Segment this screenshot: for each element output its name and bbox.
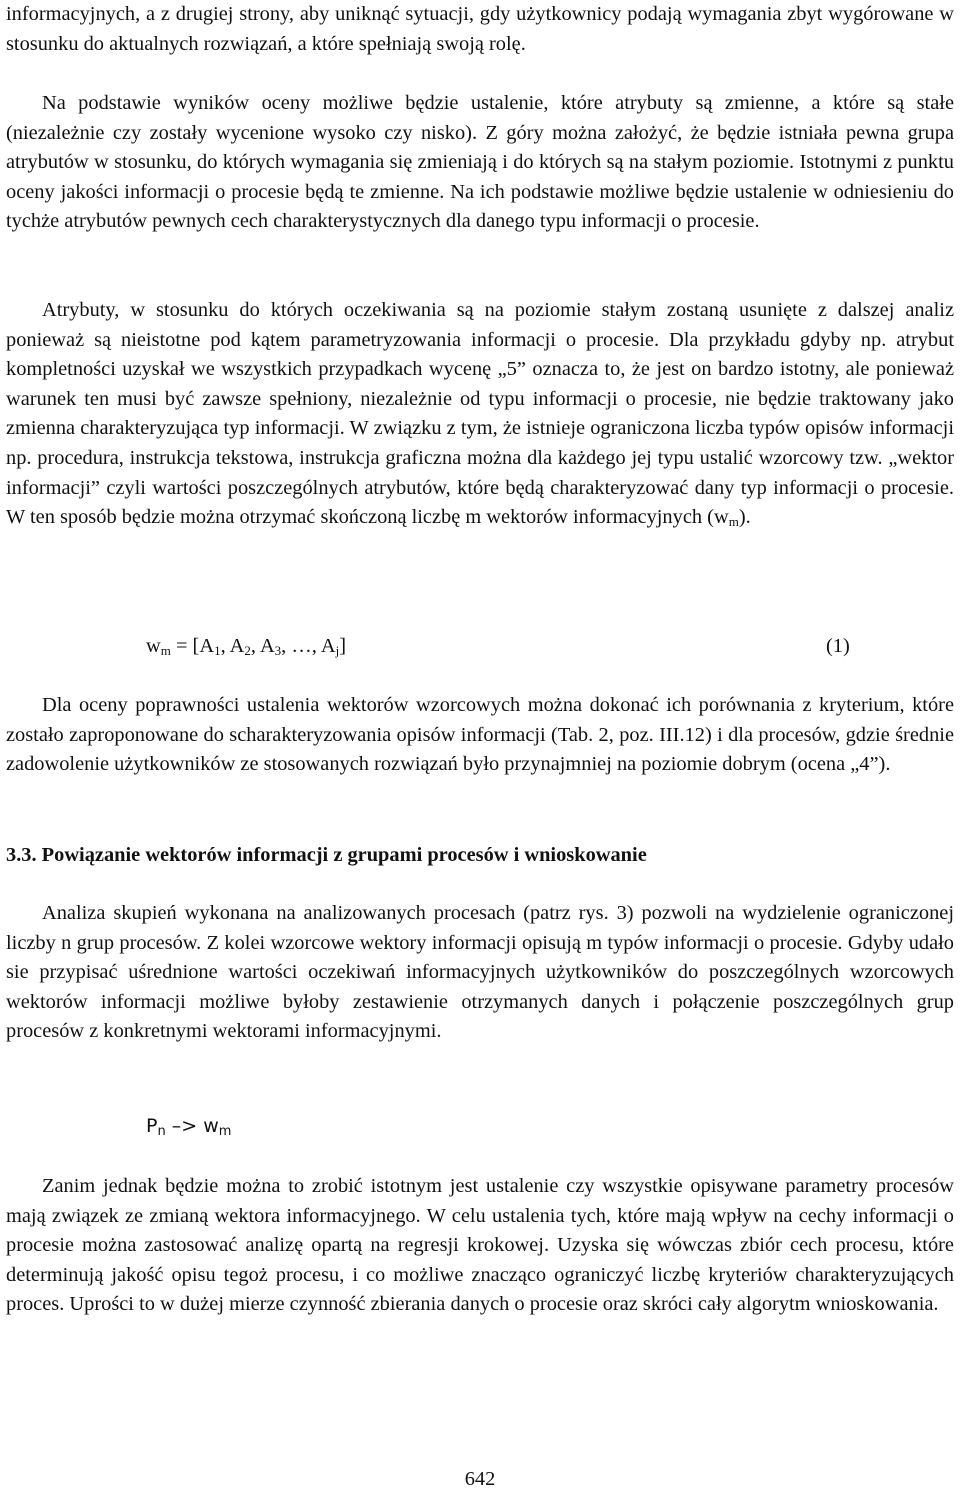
paragraph-2: Na podstawie wyników oceny możliwe będzie ustalenie, które atrybuty są zmienne, a które są stałe (niezależnie czy zostały wycenione wysoko czy nisko). Z góry można założyć, że będzie istniała pewna grupa atrybutów w stosunku, do których wymagania się zmieniają i do których są na stałym poziomie. Istotnymi z punktu oceny jakości informacji o procesie będą te zmienne. Na ich podstawie możliwe będzie ustalenie w odniesieniu do tychże atrybutów pewnych cech charakterystycznych dla danego typu informacji o procesie. [6,92,954,233]
section-heading: 3.3. Powiązanie wektorów informacji z grupami procesów i wnioskowanie [6,844,647,866]
paragraph-5: Analiza skupień wykonana na analizowanych procesach (patrz rys. 3) pozwoli na wydzielenie ograniczonej liczby n grup procesów. Z kolei wzorcowe wektory informacji opisują m typów informacji o procesie. Gdyby udało sie przypisać uśrednione wartości oczekiwań informacyjnych użytkowników do poszczególnych wzorcowych wektorów informacji możliwe byłoby zestawienie otrzymanych danych i połączenie poszczególnych grup procesów z konkretnymi wektorami informacyjnymi. [6,902,954,1043]
page-number: 642 [464,1468,496,1490]
paragraph-4: Dla oceny poprawności ustalenia wektorów wzorcowych można dokonać ich porównania z kryterium, które zostało zaproponowane do scharakteryzowania opisów informacji (Tab. 2, poz. III.12) i dla procesów, gdzie średnie zadowolenie użytkowników ze stosowanych rozwiązań było przynajmniej na poziomie dobrym (ocena „4”). [6,694,954,776]
paragraph-1: informacyjnych, a z drugiej strony, aby uniknąć sytuacji, gdy użytkownicy podają wymagania zbyt wygórowane w stosunku do aktualnych rozwiązań, a które spełniają swoją rolę. [6,3,954,55]
paragraph-6: Zanim jednak będzie można to zrobić istotnym jest ustalenie czy wszystkie opisywane parametry procesów mają związek ze zmianą wektora informacyjnego. W celu ustalenia tych, które mają wpływ na cechy informacji o procesie można zastosować analizę opartą na regresji krokowej. Uzyska się wówczas zbiór cech procesu, które determinują jakość opisu tegoż procesu, i co możliwe znacząco ograniczyć liczbę kryteriów charakteryzujących proces. Uprości to w dużej mierze czynność zbierania danych o procesie oraz skróci cały algorytm wnioskowania. [6,1175,954,1316]
mapping-formula: $P_n -> w_m$ [146,1115,232,1139]
paragraph-3: Atrybuty, w stosunku do których oczekiwania są na poziomie stałym zostaną usunięte z dalszej analiz ponieważ są nieistotne pod kątem parametryzowania informacji o procesie. Dla przykładu gdyby np. atrybut kompletności uzyskał we wszystkich przypadkach wycenę „5” oznacza to, że jest on bardzo istotny, ale ponieważ warunek ten musi być zawsze spełniony, niezależnie od typu informacji o procesie, nie będzie traktowany jako zmienna charakteryzująca typ informacji. W związku z tym, że istnieje ograniczona liczba typów opisów informacji np. procedura, instrukcja tekstowa, instrukcja graficzna można dla każdego jej typu ustalić wzorcowy tzw. „wektor informacji” czyli wartości poszczególnych atrybutów, które będą charakteryzować dany typ informacji o procesie. W ten sposób będzie można otrzymać skończoną liczbę m wektorów informacyjnych $(w_m)$. [6,299,954,530]
equation-number: (1) [826,635,850,657]
equation-1: $w_m = [A_1$, $A_2$, $A_3$, …, $A_j$] [146,635,346,658]
subscript: m [728,514,739,530]
